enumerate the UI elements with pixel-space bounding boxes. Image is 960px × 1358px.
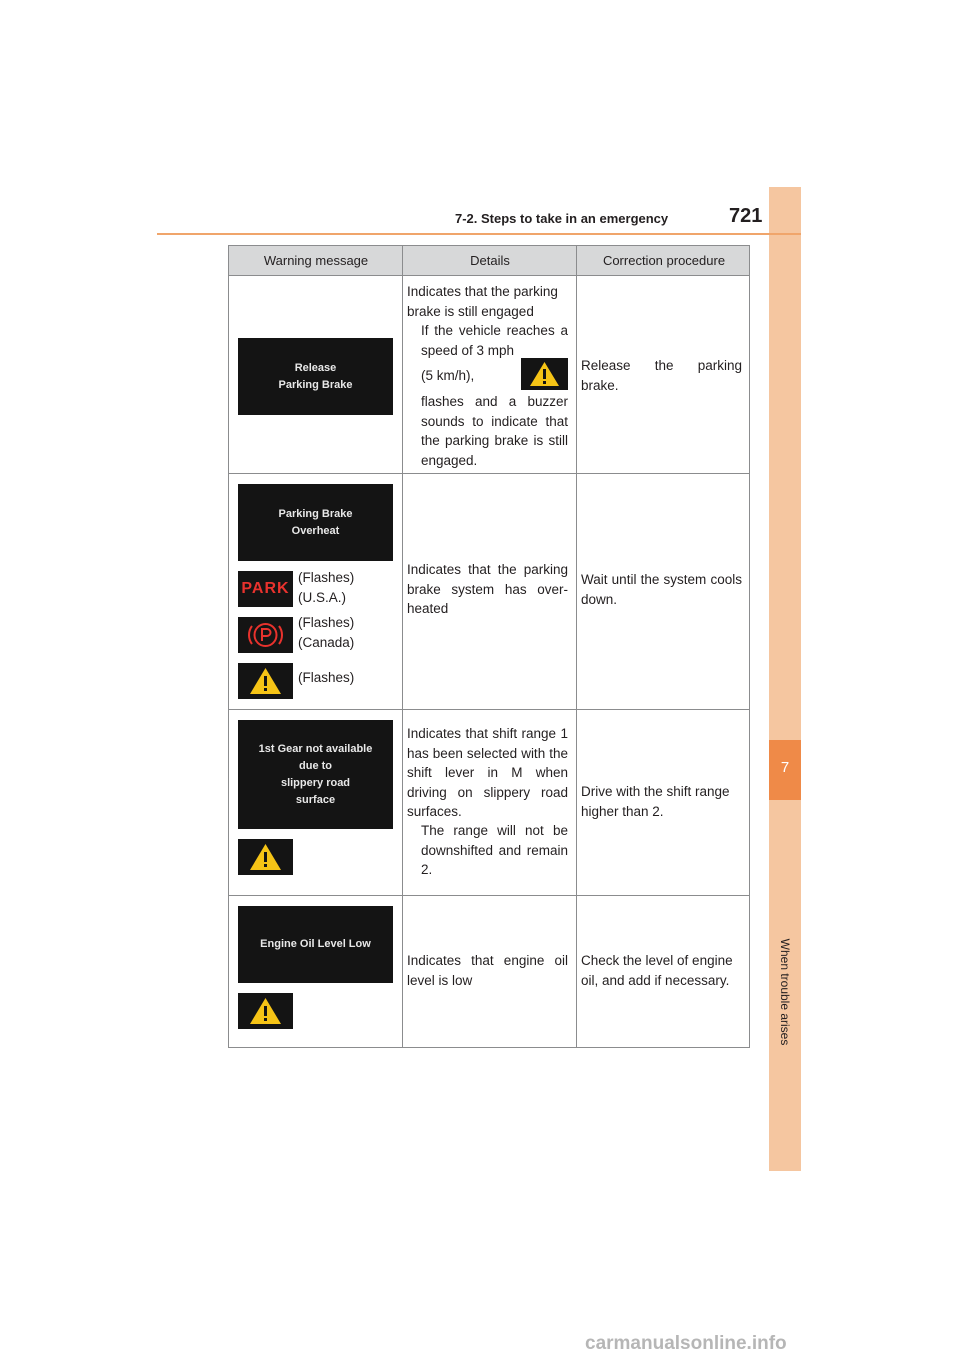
details-note: The range will not be downshifted and remain 2. <box>421 823 568 877</box>
table-row <box>228 276 750 474</box>
section-title: 7-2. Steps to take in an emergency <box>455 211 669 226</box>
table-header <box>228 245 750 276</box>
correction-text: Check the level of engine oil, and add if necessary. <box>581 953 733 988</box>
page-number: 721 <box>729 205 763 227</box>
chapter-side-tab <box>769 187 801 1171</box>
details-text: Indicates that engine oil level is low <box>407 953 568 988</box>
park-indicator-icon: PARK <box>238 571 293 607</box>
details-note: If the vehicle reaches a speed of 3 mph <box>421 323 568 358</box>
header-rule <box>157 233 801 235</box>
label-flashes-usa: (Flashes) (U.S.A.) <box>298 570 355 605</box>
correction-text: Drive with the shift range higher than 2. <box>581 784 730 819</box>
table-row <box>228 896 750 1048</box>
column-header-warning-message: Warning message <box>263 253 369 268</box>
column-header-correction: Correction procedure <box>602 253 726 268</box>
details-text: Indicates that the parking brake system has over-heated <box>407 562 568 616</box>
correction-text: Release the parking brake. <box>581 358 742 393</box>
display-message-release-parking-brake: Release Parking Brake <box>238 338 393 415</box>
display-message-parking-brake-overheat: Parking Brake Overheat <box>238 484 393 561</box>
label-flashes-canada: (Flashes) (Canada) <box>298 615 355 650</box>
details-note-continued: flashes and a buzzer sounds to indicate that the parking brake is still engaged. <box>421 394 568 468</box>
details-text: Indicates that the parking brake is still engaged <box>407 284 558 319</box>
table-row <box>228 710 750 896</box>
parking-brake-p-icon <box>238 617 293 653</box>
chapter-label: When trouble arises <box>778 938 792 1046</box>
warning-light-icon <box>521 358 568 390</box>
label-flashes: (Flashes) <box>298 670 355 685</box>
correction-text: Wait until the system cools down. <box>581 572 742 607</box>
warning-light-icon <box>238 663 293 699</box>
warning-light-icon <box>238 993 293 1029</box>
details-text: Indicates that shift range 1 has been selected with the shift lever in M when driving on slippery road surfaces. <box>407 726 568 819</box>
column-header-details: Details <box>470 253 510 268</box>
display-message-engine-oil-level-low: Engine Oil Level Low <box>238 906 393 983</box>
display-message-1st-gear-not-available: 1st Gear not available due to slippery road surface <box>238 720 393 829</box>
warning-message-table <box>228 245 750 1048</box>
details-note-speed: (5 km/h), <box>421 368 475 383</box>
warning-light-icon <box>238 839 293 875</box>
watermark: carmanualsonline.info <box>585 1333 787 1354</box>
table-row <box>228 474 750 710</box>
chapter-number: 7 <box>780 759 790 776</box>
